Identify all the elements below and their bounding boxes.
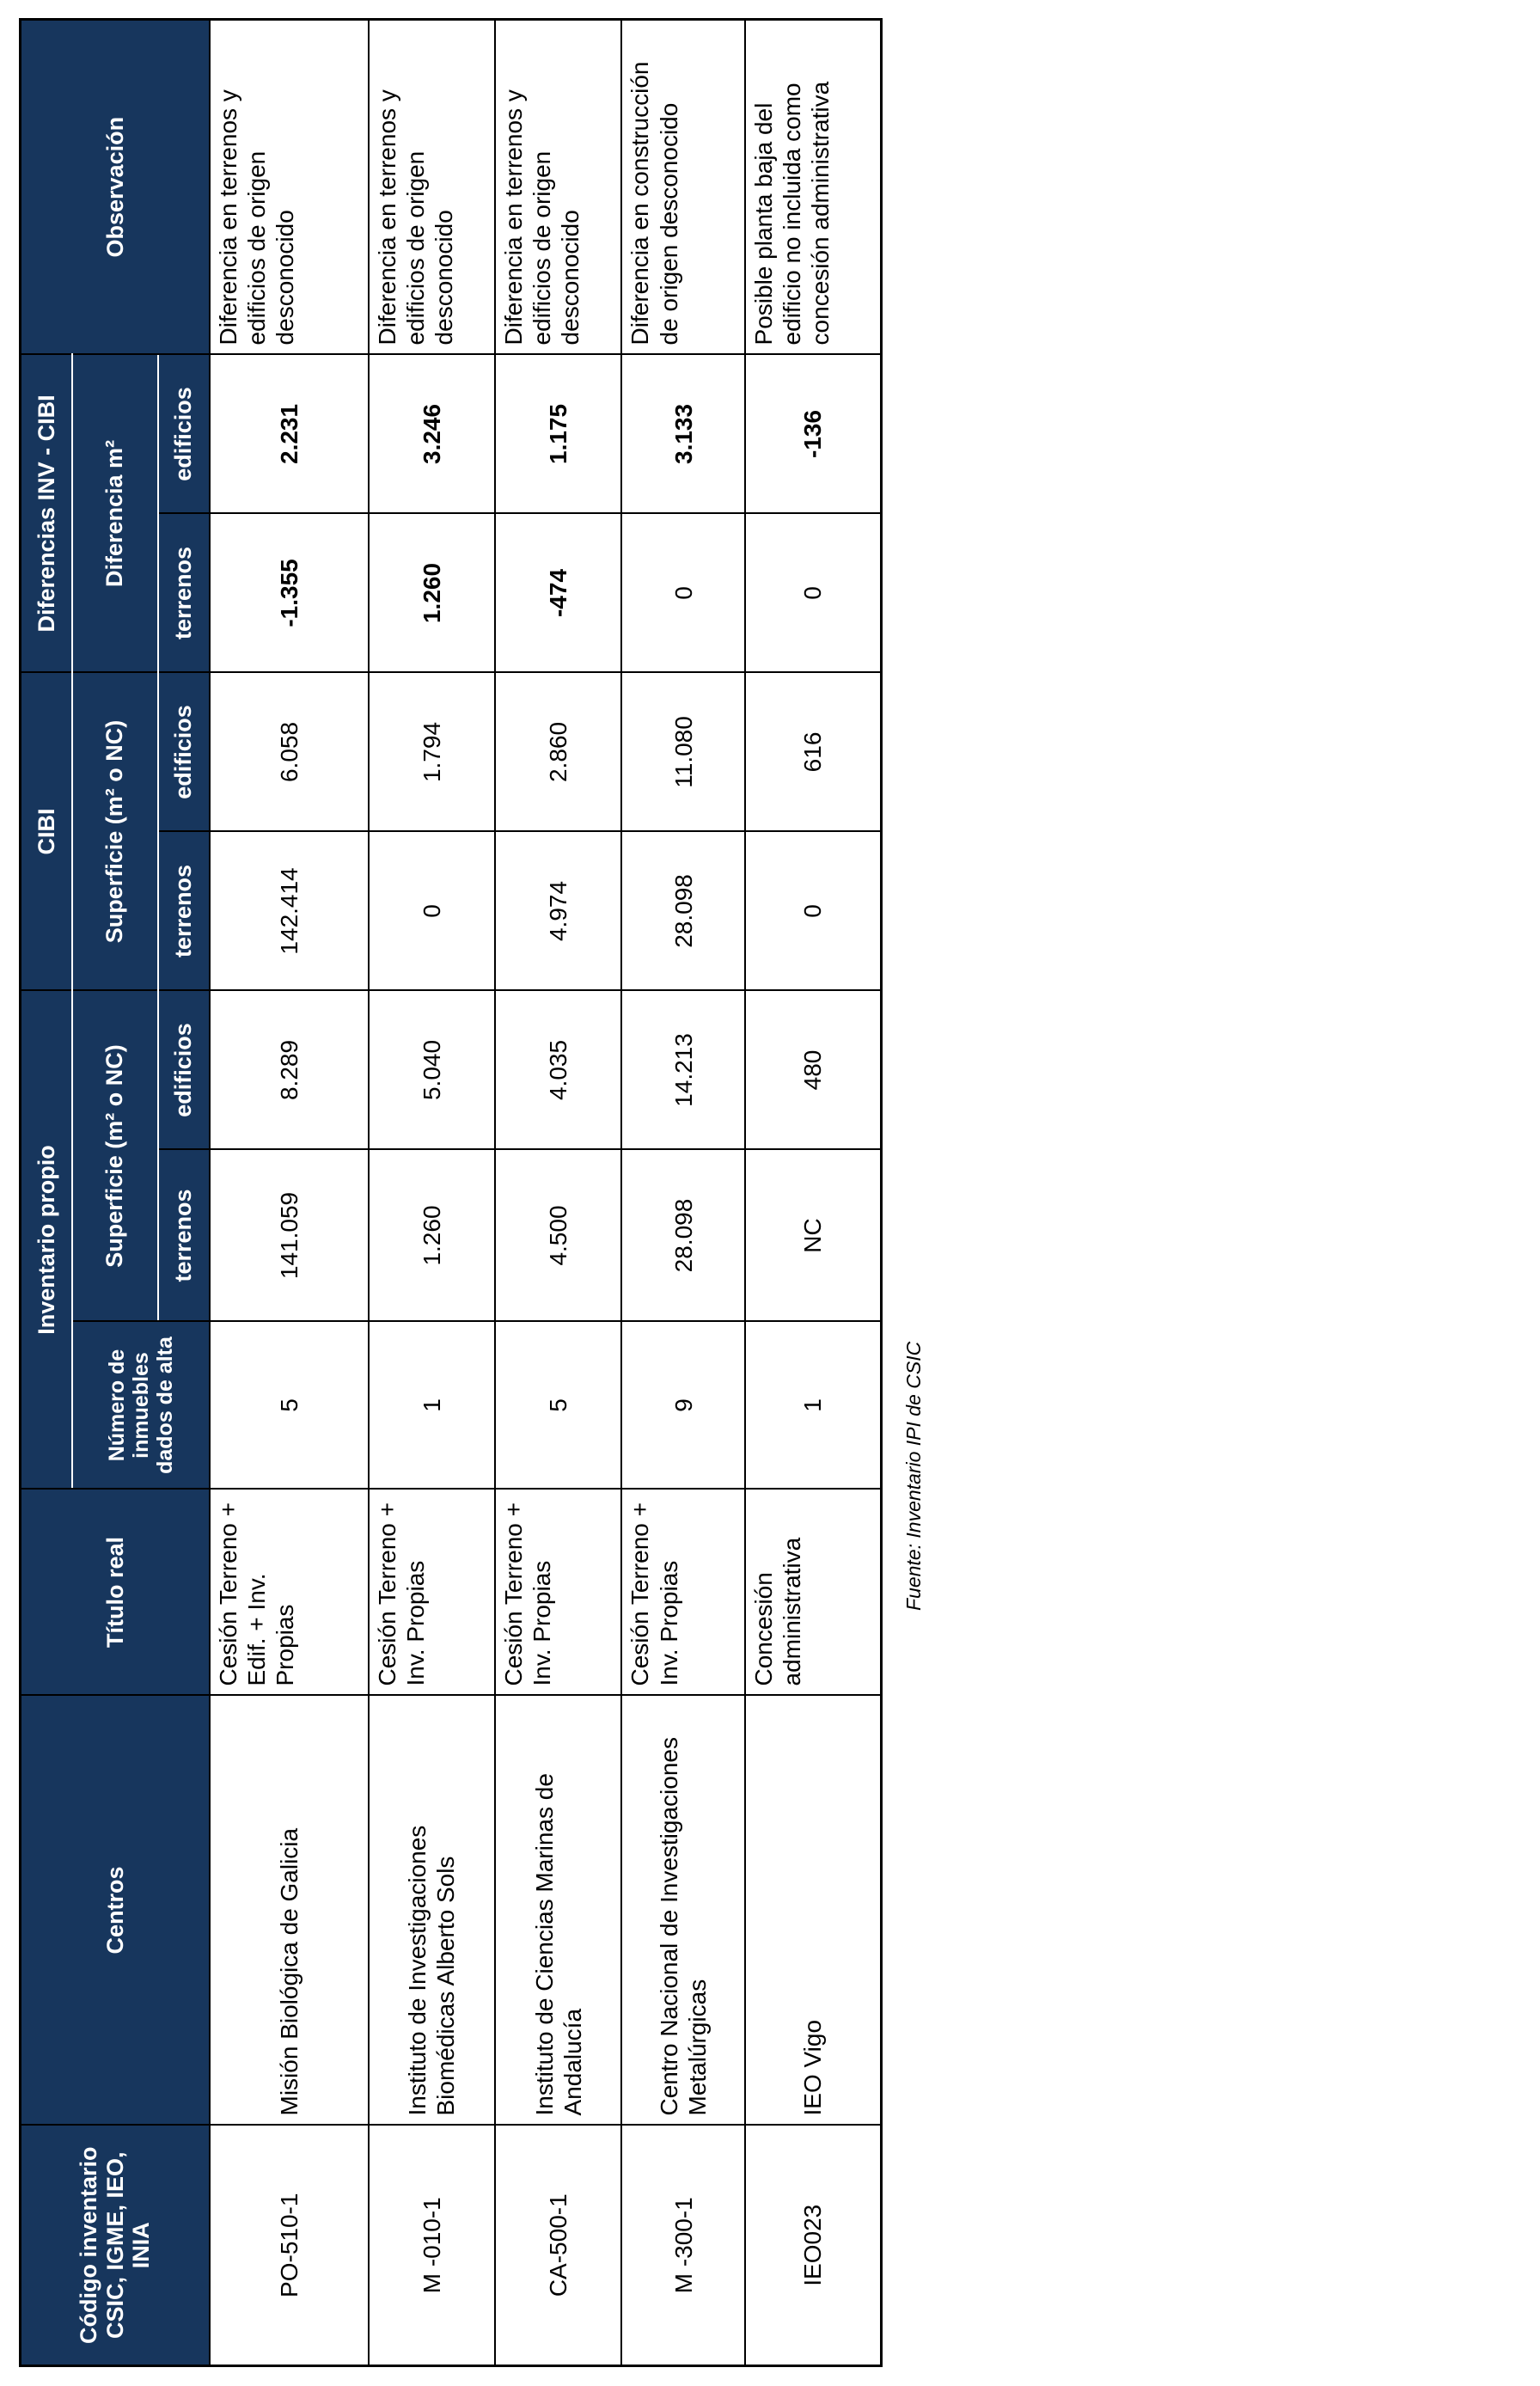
cell-centro: Instituto de Investigaciones Biomédicas Alberto Sols (369, 1696, 495, 2126)
header-cibi: CIBI (21, 672, 72, 990)
cell-dif-terrenos: 1.260 (369, 513, 495, 672)
cell-numero: 5 (210, 1322, 370, 1490)
cell-dif-terrenos: -1.355 (210, 513, 370, 672)
cell-observacion: Diferencia en terrenos y edificios de origen desconocido (369, 19, 495, 354)
header-superficie-cibi: Superficie (m² o NC) (72, 672, 158, 990)
cell-cibi-terrenos: 0 (369, 831, 495, 990)
cell-inv-terrenos: 28.098 (621, 1150, 744, 1322)
cell-cibi-terrenos: 0 (745, 831, 882, 990)
header-diferencia-m2: Diferencia m² (72, 354, 158, 672)
cell-inv-edificios: 5.040 (369, 990, 495, 1149)
cell-cibi-edificios: 11.080 (621, 672, 744, 831)
cell-dif-terrenos: -474 (495, 513, 622, 672)
cell-titulo: Cesión Terreno + Inv. Propias (369, 1490, 495, 1696)
cell-cibi-edificios: 2.860 (495, 672, 622, 831)
cell-inv-terrenos: 4.500 (495, 1150, 622, 1322)
header-inv-edificios: edificios (158, 990, 210, 1149)
cell-cibi-terrenos: 28.098 (621, 831, 744, 990)
cell-inv-terrenos: NC (745, 1150, 882, 1322)
cell-inv-edificios: 14.213 (621, 990, 744, 1149)
cell-titulo: Cesión Terreno + Inv. Propias (495, 1490, 622, 1696)
cell-observacion: Diferencia en terrenos y edificios de origen desconocido (210, 19, 370, 354)
cell-observacion: Diferencia en terrenos y edificios de origen desconocido (495, 19, 622, 354)
cell-observacion: Diferencia en construcción de origen desconocido (621, 19, 744, 354)
table-row (495, 19, 622, 2365)
cell-centro: IEO Vigo (745, 1696, 882, 2126)
cell-inv-edificios: 4.035 (495, 990, 622, 1149)
cell-dif-edificios: 2.231 (210, 354, 370, 513)
cell-dif-terrenos: 0 (745, 513, 882, 672)
header-titulo-real: Título real (21, 1490, 210, 1696)
header-cibi-terrenos: terrenos (158, 831, 210, 990)
cell-dif-terrenos: 0 (621, 513, 744, 672)
cell-cibi-terrenos: 4.974 (495, 831, 622, 990)
cell-dif-edificios: -136 (745, 354, 882, 513)
header-inventario-propio: Inventario propio (21, 990, 72, 1489)
table-row (210, 19, 370, 2365)
cell-cibi-terrenos: 142.414 (210, 831, 370, 990)
header-centros: Centros (21, 1696, 210, 2126)
cell-numero: 1 (369, 1322, 495, 1490)
header-numero-inmuebles: Número de inmuebles dados de alta (72, 1322, 210, 1490)
cell-numero: 1 (745, 1322, 882, 1490)
cell-centro: Instituto de Ciencias Marinas de Andalucía (495, 1696, 622, 2126)
cell-cibi-edificios: 6.058 (210, 672, 370, 831)
source-footnote: Fuente: Inventario IPI de CSIC (902, 1341, 925, 1611)
cell-codigo: PO-510-1 (210, 2126, 370, 2366)
table-row (621, 19, 744, 2365)
cell-dif-edificios: 3.133 (621, 354, 744, 513)
header-observacion: Observación (21, 19, 210, 354)
cell-numero: 5 (495, 1322, 622, 1490)
cell-centro: Misión Biológica de Galicia (210, 1696, 370, 2126)
header-cibi-edificios: edificios (158, 672, 210, 831)
cell-inv-terrenos: 1.260 (369, 1150, 495, 1322)
table-row (745, 19, 882, 2365)
cell-codigo: M -010-1 (369, 2126, 495, 2366)
cell-dif-edificios: 1.175 (495, 354, 622, 513)
cell-inv-terrenos: 141.059 (210, 1150, 370, 1322)
cell-titulo: Cesión Terreno + Edif. + Inv. Propias (210, 1490, 370, 1696)
inventory-table (19, 18, 883, 2367)
cell-dif-edificios: 3.246 (369, 354, 495, 513)
header-diferencias: Diferencias INV - CIBI (21, 354, 72, 672)
header-superficie-inventario: Superficie (m² o NC) (72, 990, 158, 1321)
cell-codigo: IEO023 (745, 2126, 882, 2366)
cell-titulo: Concesión administrativa (745, 1490, 882, 1696)
cell-inv-edificios: 480 (745, 990, 882, 1149)
cell-cibi-edificios: 616 (745, 672, 882, 831)
header-inv-terrenos: terrenos (158, 1150, 210, 1322)
cell-numero: 9 (621, 1322, 744, 1490)
cell-codigo: CA-500-1 (495, 2126, 622, 2366)
cell-cibi-edificios: 1.794 (369, 672, 495, 831)
rotated-table-container (19, 21, 925, 2367)
cell-inv-edificios: 8.289 (210, 990, 370, 1149)
header-dif-terrenos: terrenos (158, 513, 210, 672)
cell-centro: Centro Nacional de Investigaciones Metalúrgicas (621, 1696, 744, 2126)
table-row (369, 19, 495, 2365)
cell-codigo: M -300-1 (621, 2126, 744, 2366)
header-dif-edificios: edificios (158, 354, 210, 513)
cell-titulo: Cesión Terreno + Inv. Propias (621, 1490, 744, 1696)
cell-observacion: Posible planta baja del edificio no incluida como concesión administrativa (745, 19, 882, 354)
header-codigo: Código inventario CSIC, IGME, IEO, INIA (21, 2126, 210, 2366)
